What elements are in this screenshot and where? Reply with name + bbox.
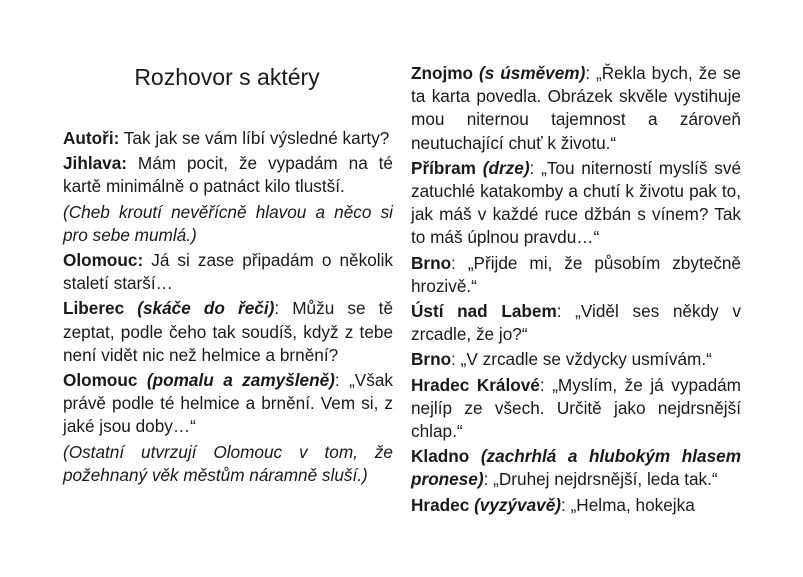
- speaker-note: (pomalu a zamyšleně): [146, 370, 335, 391]
- speaker-name: Ústí nad Labem: [411, 301, 557, 322]
- speaker-name: Hradec Králové: [411, 374, 540, 395]
- dialogue-text: Tak jak se vám líbí výsledné karty?: [119, 128, 390, 148]
- speaker-note: (drze): [482, 157, 530, 178]
- dialogue-line: [411, 348, 741, 371]
- speaker-name: Olomouc:: [63, 250, 144, 271]
- dialogue-line: [411, 252, 741, 298]
- dialogue-text: : „Viděl ses někdy v zrcadle, že jo?“: [411, 301, 741, 345]
- left-column: [63, 127, 393, 489]
- dialogue-text: : „Přijde mi, že působím zbytečně hrozivě.“: [411, 252, 741, 296]
- dialogue-text: : „Však právě podle té helmice a brnění. Vem si, z jaké jsou doby…“: [63, 370, 393, 437]
- dialogue-line: [411, 445, 741, 491]
- speaker-name: Příbram: [411, 157, 483, 178]
- dialogue-line: [63, 127, 393, 150]
- speaker-name: Brno: [411, 349, 452, 370]
- dialogue-text: Já si zase připadám o několik staletí starší…: [63, 250, 393, 294]
- dialogue-text: Mám pocit, že vypadám na té kartě minimálně o patnáct kilo tlustší.: [63, 153, 393, 197]
- dialogue-line: [411, 157, 741, 250]
- speaker-note: (s úsměvem): [479, 63, 586, 83]
- speaker-name: Jihlava:: [63, 153, 128, 174]
- dialogue-text: : „Tou niterností myslíš své zatuchlé katakomby a chutí k životu pak to, jak máš v každé ruce džbán s vínem? Tak to máš úplnou pravdu…“: [411, 157, 742, 248]
- speaker-name: Hradec: [411, 494, 475, 515]
- dialogue-line: [63, 297, 393, 367]
- speaker-name: Olomouc: [63, 370, 147, 391]
- right-column: [411, 62, 741, 519]
- dialogue-text: : „V zrcadle se vždycky usmívám.“: [451, 349, 712, 370]
- speaker-name: Kladno: [411, 446, 481, 467]
- dialogue-line: [63, 152, 393, 198]
- speaker-note: (zachrhlá a hlubokým hlasem pronese): [411, 446, 741, 490]
- dialogue-line: [411, 62, 741, 155]
- page-title: Rozhovor s aktéry: [134, 64, 320, 90]
- speaker-name: Autoři:: [63, 128, 120, 148]
- dialogue-text: : „Helma, hokejka: [561, 494, 695, 515]
- dialogue-line: [411, 374, 741, 444]
- stage-direction: (Ostatní utvrzují Olomouc v tom, že požehnaný věk městům náramně sluší.): [63, 441, 393, 485]
- dialogue-line: [411, 300, 741, 346]
- dialogue-line: [411, 494, 741, 517]
- speaker-name: Znojmo: [411, 63, 480, 83]
- stage-direction: (Cheb kroutí nevěřícně hlavou a něco si pro sebe mumlá.): [63, 201, 393, 245]
- dialogue-text: : „Druhej nejdrsnější, leda tak.“: [483, 469, 718, 490]
- dialogue-text: : „Řekla bych, že se ta karta povedla. Obrázek skvěle vystihuje mou niternou tajemnost a zároveň neutuchající chuť k životu.“: [411, 63, 741, 153]
- dialogue-text: : „Myslím, že já vypadám nejlíp ze všech. Určitě jako nejdrsnější chlap.“: [411, 374, 741, 442]
- speaker-name: Liberec: [63, 298, 138, 319]
- dialogue-text: : Můžu se tě zeptat, podle čeho tak soudíš, když z tebe není vidět nic než helmice a brnění?: [63, 298, 393, 365]
- speaker-name: Brno: [411, 252, 452, 273]
- dialogue-line: [63, 249, 393, 295]
- dialogue-line: [63, 369, 393, 439]
- speaker-note: (skáče do řeči): [137, 298, 275, 319]
- speaker-note: (vyzývavě): [474, 494, 562, 515]
